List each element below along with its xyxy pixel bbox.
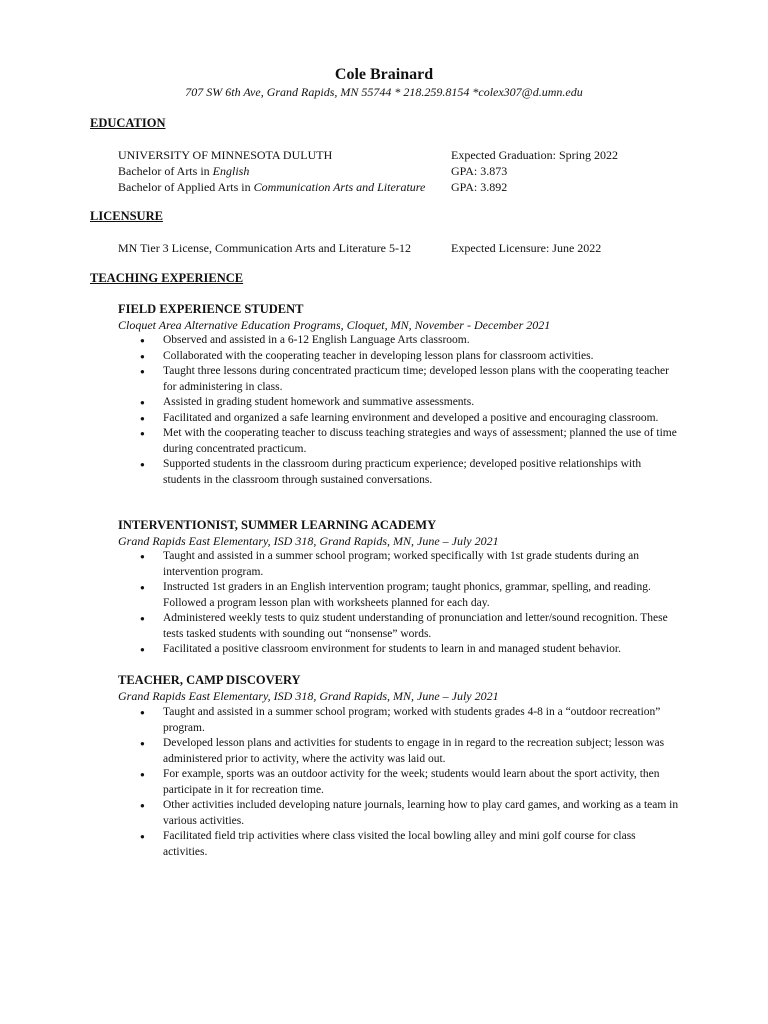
graduation-date: Expected Graduation: Spring 2022 (451, 148, 618, 162)
education-heading: EDUCATION (90, 116, 166, 130)
bullets-camp-discovery (140, 705, 680, 860)
degree-english-major: English (212, 164, 250, 178)
degree-english (118, 164, 249, 179)
degree-comm-arts-major: Communication Arts and Literature (253, 180, 426, 194)
list-item: ● Facilitated field trip activities where class visited the local bowling alley and mini golf course for class activities. (140, 829, 680, 860)
contact-line: 707 SW 6th Ave, Grand Rapids, MN 55744 * 218.259.8154 *colex307@d.umn.edu (185, 85, 583, 99)
list-item: ● Facilitated a positive classroom environment for students to learn in and managed student behavior. (140, 642, 680, 658)
list-item: ● Instructed 1st graders in an English intervention program; taught phonics, grammar, spelling, and reading. Followed a program lesson plan with worksheets planned for each day. (140, 580, 680, 611)
bullets-field-experience (140, 333, 680, 488)
list-item: ● Met with the cooperating teacher to discuss teaching strategies and ways of assessment; planned the use of time during concentrated practicum. (140, 426, 680, 457)
job-title-interventionist: INTERVENTIONIST, SUMMER LEARNING ACADEMY (118, 518, 437, 532)
candidate-name: Cole Brainard (334, 66, 434, 83)
licensure-date: Expected Licensure: June 2022 (451, 241, 602, 255)
list-item: ● For example, sports was an outdoor activity for the week; students would learn about the sport activity, then participate in it for recreation time. (140, 767, 680, 798)
list-item: ● Taught three lessons during concentrated practicum time; developed lesson plans with the cooperating teacher for administering in class. (140, 364, 680, 395)
school-name: UNIVERSITY OF MINNESOTA DULUTH (118, 148, 333, 162)
gpa-english: GPA: 3.873 (451, 164, 508, 178)
list-item: ● Taught and assisted in a summer school program; worked with students grades 4-8 in a “outdoor recreation” program. (140, 705, 680, 736)
job-title-camp-discovery: TEACHER, CAMP DISCOVERY (118, 673, 301, 687)
list-item: ● Administered weekly tests to quiz student understanding of pronunciation and letter/sound recognition. These tests tasked students with sounding out “nonsense” words. (140, 611, 680, 642)
license-name: MN Tier 3 License, Communication Arts and Literature 5-12 (118, 241, 411, 255)
licensure-heading: LICENSURE (90, 209, 163, 223)
teaching-heading: TEACHING EXPERIENCE (90, 271, 244, 285)
job-subtitle-camp-discovery: Grand Rapids East Elementary, ISD 318, Grand Rapids, MN, June – July 2021 (118, 689, 499, 703)
list-item: ● Facilitated and organized a safe learning environment and developed a positive and encouraging classroom. (140, 411, 680, 427)
job-subtitle-field-experience: Cloquet Area Alternative Education Programs, Cloquet, MN, November - December 2021 (118, 318, 551, 332)
list-item: ● Assisted in grading student homework and summative assessments. (140, 395, 680, 411)
list-item: ● Supported students in the classroom during practicum experience; developed positive relationships with students in the classroom through sustained conversations. (140, 457, 680, 488)
degree-comm-arts-prefix: Bachelor of Applied Arts in (118, 180, 254, 194)
list-item: ● Observed and assisted in a 6-12 English Language Arts classroom. (140, 333, 680, 349)
list-item: ● Other activities included developing nature journals, learning how to play card games, and working as a team in various activities. (140, 798, 680, 829)
list-item: ● Taught and assisted in a summer school program; worked specifically with 1st grade students during an intervention program. (140, 549, 680, 580)
list-item: ● Developed lesson plans and activities for students to engage in in regard to the recreation subject; lesson was administered prior to activity, where the activity was laid out. (140, 736, 680, 767)
job-subtitle-interventionist: Grand Rapids East Elementary, ISD 318, Grand Rapids, MN, June – July 2021 (118, 534, 499, 548)
bullets-interventionist (140, 549, 680, 658)
list-item: ● Collaborated with the cooperating teacher in developing lesson plans for classroom activities. (140, 349, 680, 365)
degree-english-prefix: Bachelor of Arts in (118, 164, 213, 178)
degree-comm-arts (118, 180, 425, 195)
job-title-field-experience: FIELD EXPERIENCE STUDENT (118, 302, 304, 316)
gpa-comm-arts: GPA: 3.892 (451, 180, 508, 194)
